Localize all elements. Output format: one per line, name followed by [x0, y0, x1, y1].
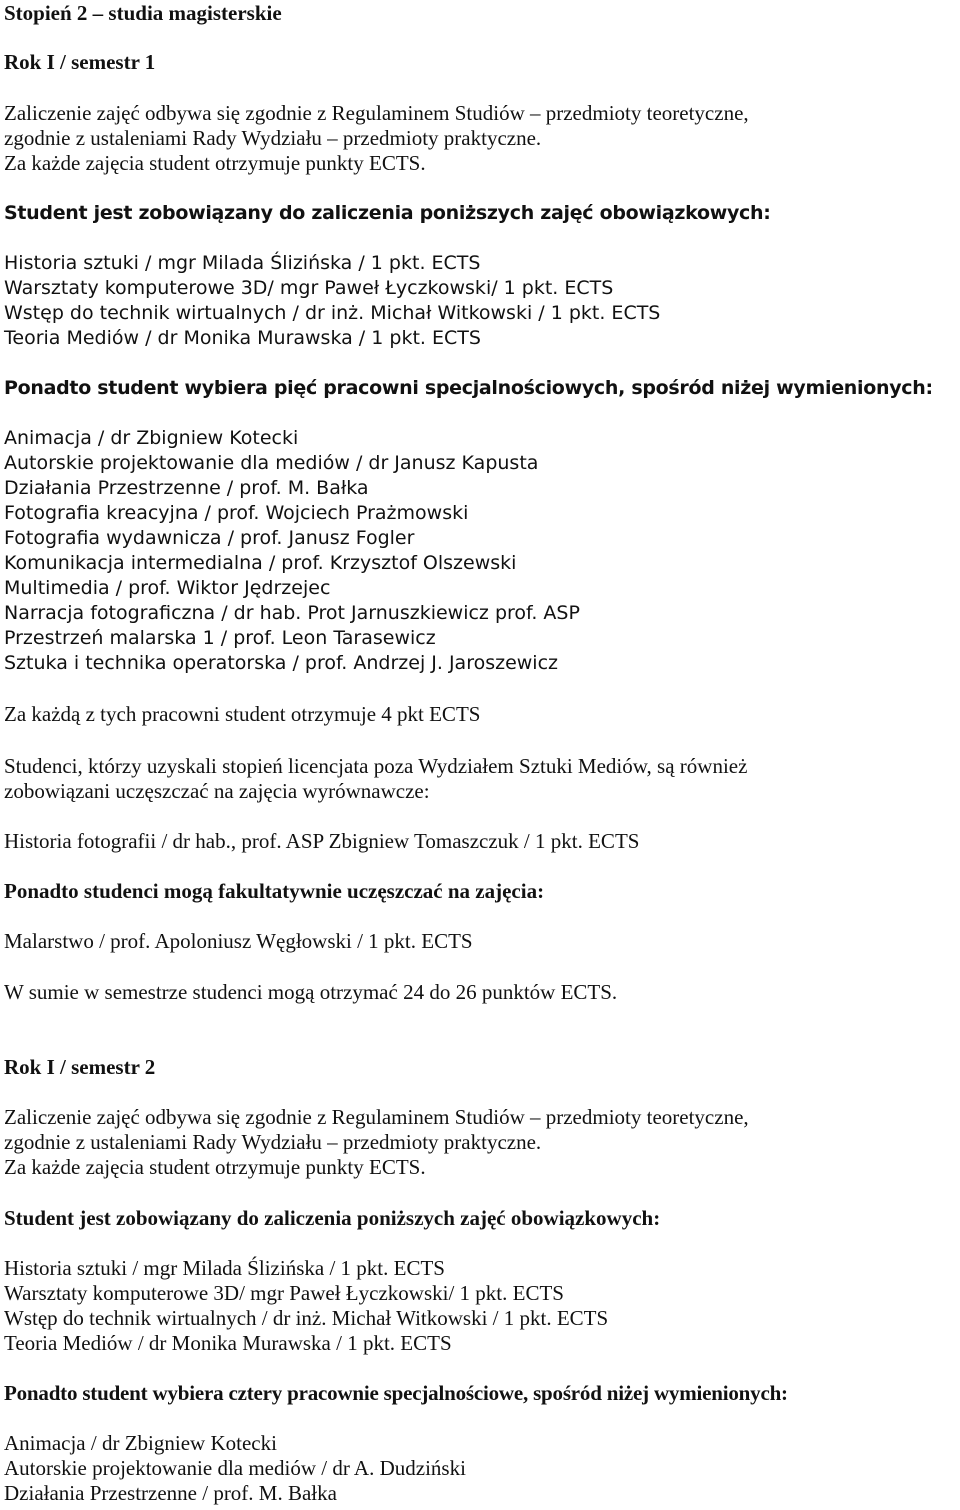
semester-2-intro-line: Za każde zajęcia student otrzymuje punkty ECTS.: [4, 1155, 426, 1179]
semester-1-mandatory-course: Warsztaty komputerowe 3D/ mgr Paweł Łyczkowski/ 1 pkt. ECTS: [4, 277, 614, 299]
semester-1-studio-item: Komunikacja intermedialna / prof. Krzysztof Olszewski: [4, 552, 517, 574]
semester-1-studio-item: Autorskie projektowanie dla mediów / dr Janusz Kapusta: [4, 452, 539, 474]
semester-1-studio-item: Przestrzeń malarska 1 / prof. Leon Tarasewicz: [4, 627, 436, 649]
semester-1-studio-item: Fotografia kreacyjna / prof. Wojciech Prażmowski: [4, 502, 469, 524]
semester-1-optional-course: Malarstwo / prof. Apoloniusz Węgłowski / 1 pkt. ECTS: [4, 929, 473, 953]
semester-1-studio-points: Za każdą z tych pracowni student otrzymuje 4 pkt ECTS: [4, 702, 481, 726]
semester-2-studio-item: Działania Przestrzenne / prof. M. Bałka: [4, 1481, 337, 1505]
semester-2-mandatory-course: Teoria Mediów / dr Monika Murawska / 1 pkt. ECTS: [4, 1331, 452, 1355]
semester-1-intro-line: Za każde zajęcia student otrzymuje punkty ECTS.: [4, 151, 426, 175]
semester-1-intro-line: zgodnie z ustaleniami Rady Wydziału – przedmioty praktyczne.: [4, 126, 542, 150]
semester-1-studio-item: Sztuka i technika operatorska / prof. Andrzej J. Jaroszewicz: [4, 652, 559, 674]
semester-1-optional-heading: Ponadto studenci mogą fakultatywnie uczęszczać na zajęcia:: [4, 879, 545, 903]
degree-title: Stopień 2 – studia magisterskie: [4, 1, 282, 25]
semester-2-mandatory-course: Warsztaty komputerowe 3D/ mgr Paweł Łyczkowski/ 1 pkt. ECTS: [4, 1281, 564, 1305]
semester-1-bridging-text: zobowiązani uczęszczać na zajęcia wyrównawcze:: [4, 779, 430, 803]
semester-2-intro-line: zgodnie z ustaleniami Rady Wydziału – przedmioty praktyczne.: [4, 1130, 542, 1154]
semester-2-mandatory-course: Wstęp do technik wirtualnych / dr inż. Michał Witkowski / 1 pkt. ECTS: [4, 1306, 609, 1330]
semester-1-studio-item: Fotografia wydawnicza / prof. Janusz Fogler: [4, 527, 415, 549]
semester-1-studio-item: Multimedia / prof. Wiktor Jędrzejec: [4, 577, 331, 599]
semester-1-studio-item: Działania Przestrzenne / prof. M. Bałka: [4, 477, 369, 499]
semester-2-studios-heading: Ponadto student wybiera cztery pracownie specjalnościowe, spośród niżej wymienionych:: [4, 1381, 788, 1405]
semester-1-mandatory-course: Wstęp do technik wirtualnych / dr inż. Michał Witkowski / 1 pkt. ECTS: [4, 302, 661, 324]
semester-2-intro-line: Zaliczenie zajęć odbywa się zgodnie z Regulaminem Studiów – przedmioty teoretyczne,: [4, 1105, 749, 1129]
semester-1-mandatory-heading: Student jest zobowiązany do zaliczenia poniższych zajęć obowiązkowych:: [4, 202, 771, 224]
semester-2-studio-item: Autorskie projektowanie dla mediów / dr A. Dudziński: [4, 1456, 466, 1480]
semester-2-mandatory-heading: Student jest zobowiązany do zaliczenia poniższych zajęć obowiązkowych:: [4, 1206, 661, 1230]
semester-1-intro-line: Zaliczenie zajęć odbywa się zgodnie z Regulaminem Studiów – przedmioty teoretyczne,: [4, 101, 749, 125]
semester-1-mandatory-course: Historia sztuki / mgr Milada Ślizińska / 1 pkt. ECTS: [4, 252, 481, 274]
semester-1-heading: Rok I / semestr 1: [4, 50, 156, 74]
semester-2-heading: Rok I / semestr 2: [4, 1055, 156, 1079]
semester-1-studio-item: Narracja fotograficzna / dr hab. Prot Jarnuszkiewicz prof. ASP: [4, 602, 580, 624]
semester-2-mandatory-course: Historia sztuki / mgr Milada Ślizińska / 1 pkt. ECTS: [4, 1256, 445, 1280]
semester-1-bridging-text: Studenci, którzy uzyskali stopień licencjata poza Wydziałem Sztuki Mediów, są również: [4, 754, 748, 778]
semester-1-summary: W sumie w semestrze studenci mogą otrzymać 24 do 26 punktów ECTS.: [4, 980, 618, 1004]
semester-1-bridging-course: Historia fotografii / dr hab., prof. ASP Zbigniew Tomaszczuk / 1 pkt. ECTS: [4, 829, 640, 853]
semester-2-studio-item: Animacja / dr Zbigniew Kotecki: [4, 1431, 277, 1455]
semester-1-studio-item: Animacja / dr Zbigniew Kotecki: [4, 427, 299, 449]
semester-1-studios-heading: Ponadto student wybiera pięć pracowni specjalnościowych, spośród niżej wymienionych:: [4, 377, 933, 399]
semester-1-mandatory-course: Teoria Mediów / dr Monika Murawska / 1 pkt. ECTS: [4, 327, 481, 349]
